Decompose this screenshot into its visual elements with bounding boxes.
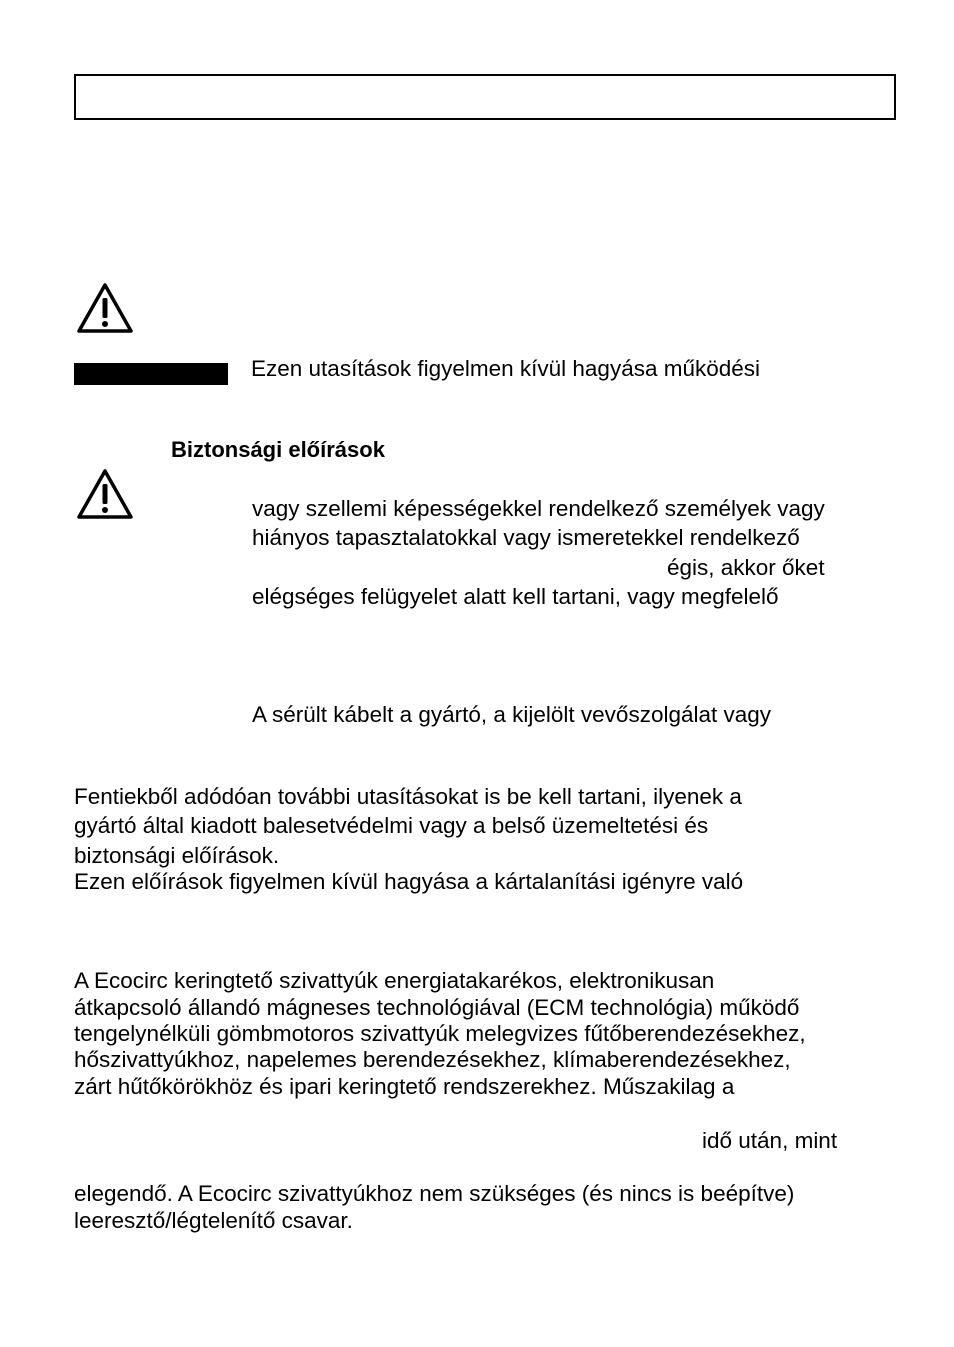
safety-line: vagy szellemi képességekkel rendelkező személyek vagy bbox=[252, 496, 825, 521]
paragraph-line: elegendő. A Ecocirc szivattyúkhoz nem szükséges (és nincs is beépítve) bbox=[74, 1181, 795, 1206]
notice-line: Ezen utasítások figyelmen kívül hagyása működési bbox=[251, 356, 761, 381]
paragraph-line: zárt hűtőkörökhöz és ipari keringtető rendszerekhez. Műszakilag a bbox=[74, 1074, 735, 1099]
time-fragment: idő után, mint bbox=[702, 1128, 838, 1153]
black-label-bar bbox=[74, 363, 228, 385]
paragraph-line: átkapcsoló állandó mágneses technológiával (ECM technológia) működő bbox=[74, 995, 800, 1020]
cable-line: A sérült kábelt a gyártó, a kijelölt vevőszolgálat vagy bbox=[252, 702, 772, 727]
paragraph-line: gyártó által kiadott balesetvédelmi vagy a belső üzemeltetési és bbox=[74, 813, 709, 838]
safety-line: hiányos tapasztalatokkal vagy ismeretekkel rendelkező bbox=[252, 525, 800, 550]
paragraph-line: biztonsági előírások. bbox=[74, 843, 280, 868]
safety-line: elégséges felügyelet alatt kell tartani, vagy megfelelő bbox=[252, 584, 779, 609]
paragraph-line: Ezen előírások figyelmen kívül hagyása a kártalanítási igényre való bbox=[74, 869, 744, 894]
warning-triangle-icon bbox=[76, 282, 134, 334]
paragraph-line: leeresztő/légtelenítő csavar. bbox=[74, 1208, 353, 1233]
paragraph-line: tengelynélküli gömbmotoros szivattyúk melegvizes fűtőberendezésekhez, bbox=[74, 1021, 806, 1046]
paragraph-line: Fentiekből adódóan további utasításokat is be kell tartani, ilyenek a bbox=[74, 784, 742, 809]
paragraph-line: hőszivattyúkhoz, napelemes berendezésekhez, klímaberendezésekhez, bbox=[74, 1047, 791, 1072]
warning-triangle-icon bbox=[76, 468, 134, 520]
header-box bbox=[74, 74, 896, 120]
paragraph-line: A Ecocirc keringtető szivattyúk energiatakarékos, elektronikusan bbox=[74, 968, 715, 993]
safety-line: égis, akkor őket bbox=[667, 555, 825, 580]
safety-heading: Biztonsági előírások bbox=[171, 437, 385, 462]
